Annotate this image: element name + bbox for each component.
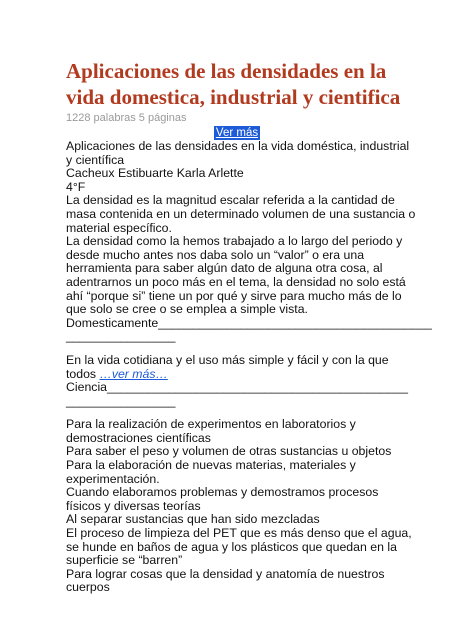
document-title: Aplicaciones de las densidades en la vida domestica, industrial y cientifica (66, 59, 401, 109)
science-heading: Ciencia____________________________________________ (66, 380, 408, 395)
list-item: Al separar sustancias que han sido mezcladas (66, 512, 320, 527)
list-item: Cuando elaboramos problemas y demostramos procesos físicos y diversas teorías (66, 485, 379, 513)
list-item: Para saber el peso y volumen de otras sustancias u objetos (66, 444, 392, 459)
science-underline: ________________ (66, 393, 176, 408)
group-line: 4°F (66, 179, 86, 194)
author-line: Cacheux Estibuarte Karla Arlette (66, 166, 244, 181)
list-item: Para la elaboración de nuevas materias, materiales y experimentación. (66, 458, 356, 486)
ver-mas-inline-link[interactable]: …ver más… (99, 366, 168, 381)
list-item: El proceso de limpieza del PET que es más denso que el agua, se hunde en baños de agua y los plásticos que quedan en la superficie se “barren” (66, 526, 412, 568)
definition-paragraph: La densidad es la magnitud escalar referida a la cantidad de masa contenida en un determinado volumen de una sustancia o material específico. (66, 193, 416, 235)
daily-life-paragraph (66, 354, 416, 381)
list-item: Para la realización de experimentos en laboratorios y demostraciones científicas (66, 417, 356, 445)
body-heading: Aplicaciones de las densidades en la vida doméstica, industrial y científica (66, 139, 410, 167)
domestic-underline: ________________ (66, 329, 176, 344)
domestic-heading: Domesticamente________________________________________ (66, 315, 432, 330)
daily-life-text: En la vida cotidiana y el uso más simple y fácil y con la que todos (66, 352, 389, 381)
ver-mas-button[interactable]: Ver más (215, 127, 259, 139)
document-body (66, 139, 432, 595)
intro-paragraph: La densidad como la hemos trabajado a lo largo del periodo y desde mucho antes nos daba solo un “valor” o era una herramienta para saber algún dato de alguna otra cosa, al adentrarnos un poco más en el tema, la densidad no solo está ahí “porque si” tiene un por qué y sirve para mucho más de lo que solo se cree o se emplea a simple vista. (66, 234, 406, 317)
list-item: Para lograr cosas que la densidad y anatomía de nuestros cuerpos (66, 566, 385, 595)
document-meta: 1228 palabras 5 páginas (66, 112, 187, 124)
